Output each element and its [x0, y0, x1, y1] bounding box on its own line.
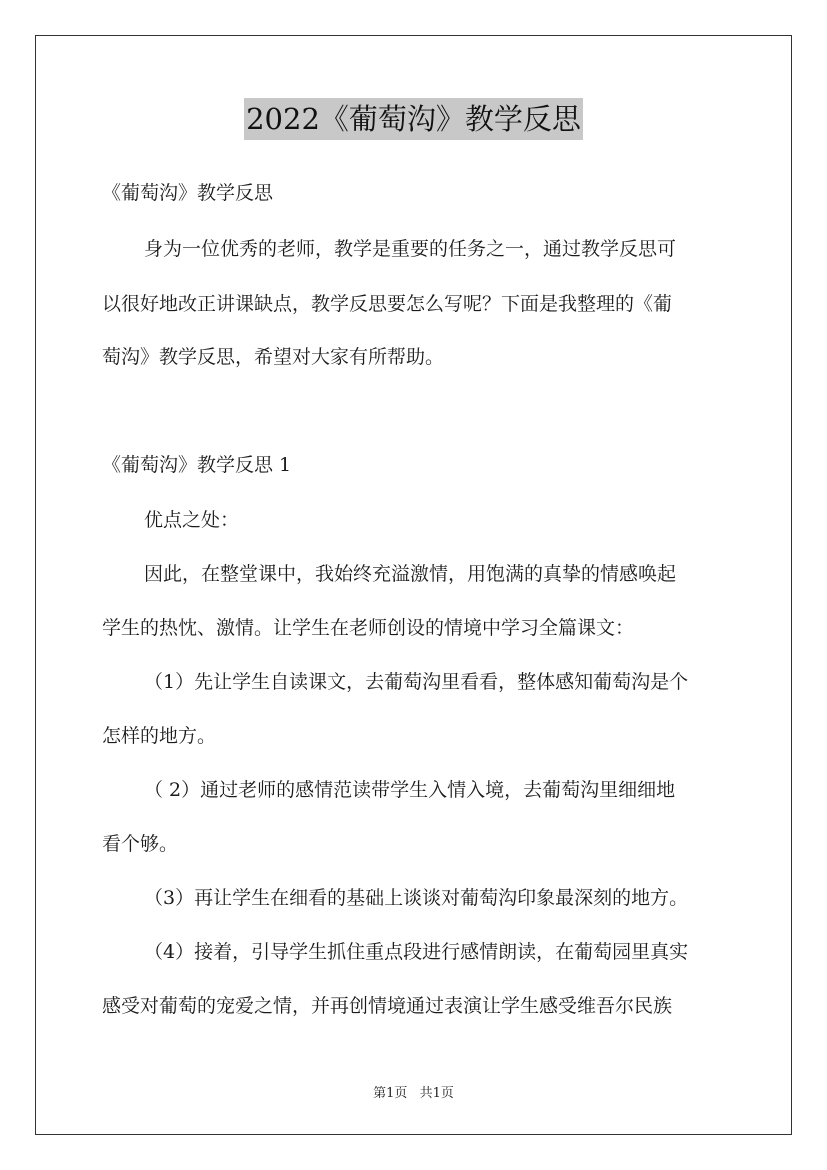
item1-line-1: （1）先让学生自读课文，去葡萄沟里看看，整体感知葡萄沟是个	[144, 671, 689, 693]
title-wrap	[0, 98, 827, 140]
item1-line-2: 怎样的地方。	[102, 725, 217, 747]
item2-line-1: （ 2）通过老师的感情范读带学生入情入境，去葡萄沟里细细地	[144, 779, 676, 801]
page-total: 共1页	[419, 1086, 454, 1101]
strengths-label: 优点之处：	[144, 509, 240, 531]
item4-line-1: （4）接着，引导学生抓住重点段进行感情朗读，在葡萄园里真实	[144, 941, 689, 963]
para1-line-2: 学生的热忱、激情。让学生在老师创设的情境中学习全篇课文：	[102, 617, 635, 639]
page-footer	[0, 1082, 827, 1101]
subtitle: 《葡萄沟》教学反思	[102, 182, 274, 204]
item3-line-1: （3）再让学生在细看的基础上谈谈对葡萄沟印象最深刻的地方。	[144, 887, 689, 909]
para1-line-1: 因此，在整堂课中，我始终充溢激情，用饱满的真挚的情感唤起	[144, 563, 677, 585]
intro-line-2: 以很好地改正讲课缺点，教学反思要怎么写呢？下面是我整理的《葡	[102, 293, 673, 315]
item4-line-2: 感受对葡萄的宠爱之情，并再创情境通过表演让学生感受维吾尔民族	[102, 995, 673, 1017]
document-title: 2022《葡萄沟》教学反思	[244, 98, 583, 140]
section-heading: 《葡萄沟》教学反思 1	[102, 454, 292, 476]
intro-line-1: 身为一位优秀的老师，教学是重要的任务之一，通过教学反思可	[144, 238, 677, 260]
page-number: 第1页	[373, 1086, 408, 1101]
item2-line-2: 看个够。	[102, 833, 179, 855]
intro-line-3: 萄沟》教学反思，希望对大家有所帮助。	[102, 346, 445, 368]
